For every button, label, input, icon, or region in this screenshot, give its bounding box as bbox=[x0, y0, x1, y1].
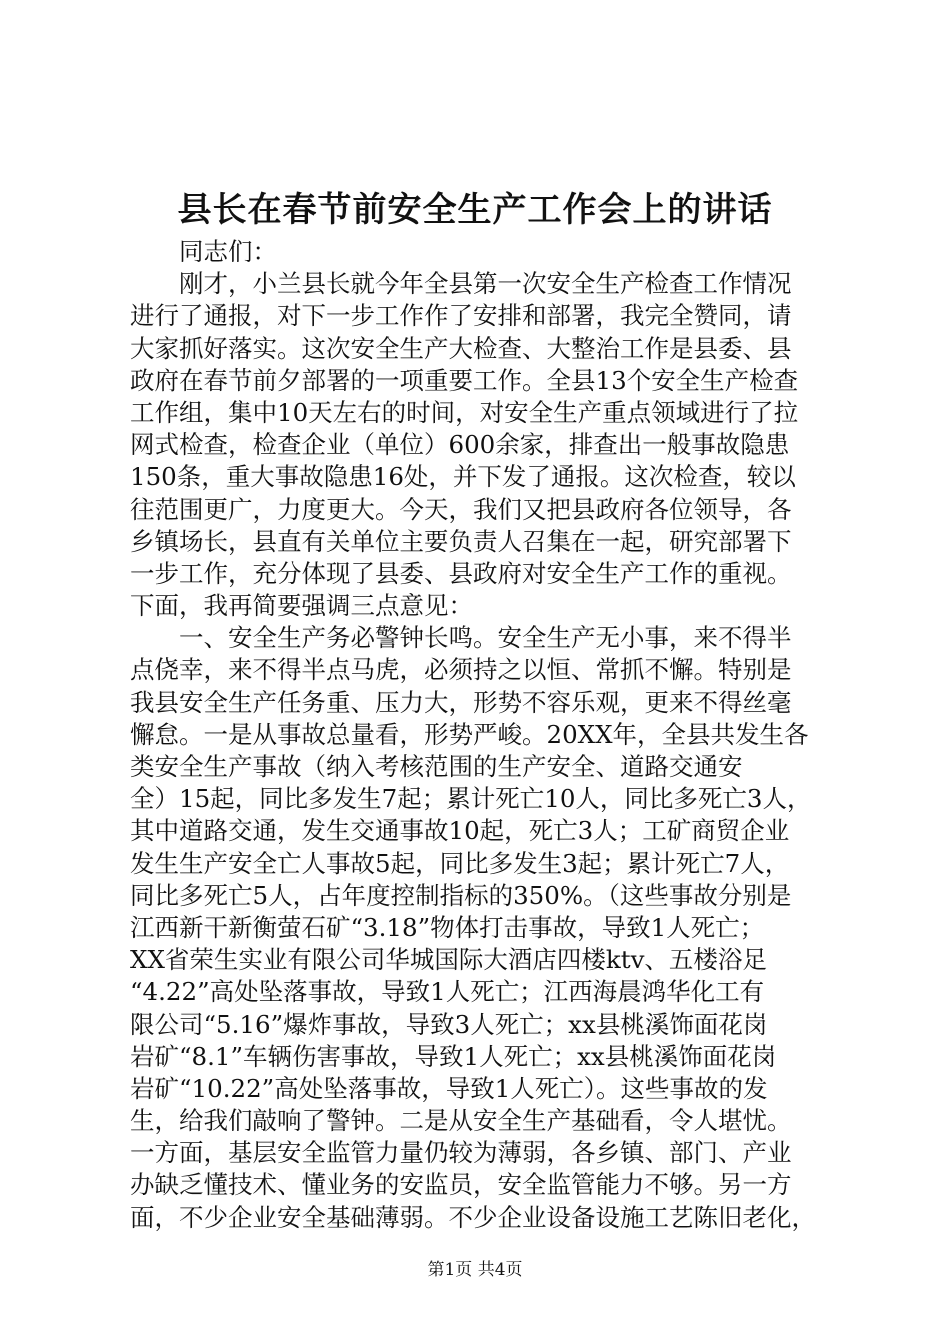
body-line: 类安全生产事故（纳入考核范围的生产安全、道路交通安 bbox=[130, 752, 743, 781]
body-line: 点侥幸，来不得半点马虎，必须持之以恒、常抓不懈。特别是 bbox=[130, 655, 792, 685]
body-line: 我县安全生产任务重、压力大，形势不容乐观，更来不得丝毫 bbox=[130, 687, 792, 717]
body-line: “4.22”高处坠落事故，导致1人死亡；江西海晨鸿华化工有 bbox=[130, 977, 765, 1007]
body-line: 下面，我再简要强调三点意见： bbox=[130, 591, 473, 621]
body-line: 限公司“5.16”爆炸事故，导致3人死亡；xx县桃溪饰面花岗 bbox=[130, 1009, 768, 1039]
body-line: 岩矿“8.1”车辆伤害事故，导致1人死亡；xx县桃溪饰面花岗 bbox=[130, 1041, 777, 1071]
body-line: 一步工作，充分体现了县委、县政府对安全生产工作的重视。 bbox=[130, 558, 792, 588]
document-body bbox=[130, 236, 830, 1234]
body-line: 懈怠。一是从事故总量看，形势严峻。20XX年，全县共发生各 bbox=[130, 719, 809, 749]
body-line: 乡镇场长，县直有关单位主要负责人召集在一起，研究部署下 bbox=[130, 526, 792, 556]
document-title: 县长在春节前安全生产工作会上的讲话 bbox=[177, 190, 773, 230]
body-line: 网式检查，检查企业（单位）600余家，排查出一般事故隐患 bbox=[130, 430, 790, 460]
body-line: 刚才，小兰县长就今年全县第一次安全生产检查工作情况 bbox=[130, 269, 792, 299]
body-line: 大家抓好落实。这次安全生产大检查、大整治工作是县委、县 bbox=[130, 333, 792, 363]
body-line: 发生生产安全亡人事故5起，同比多发生3起；累计死亡7人， bbox=[130, 848, 790, 878]
body-line: 办缺乏懂技术、懂业务的安监员，安全监管能力不够。另一方 bbox=[130, 1170, 792, 1200]
body-line: 一、安全生产务必警钟长鸣。安全生产无小事，来不得半 bbox=[130, 623, 792, 653]
body-line: 生，给我们敲响了警钟。二是从安全生产基础看，令人堪忧。 bbox=[130, 1106, 792, 1136]
body-line: 全）15起，同比多发生7起；累计死亡10人，同比多死亡3人， bbox=[130, 784, 812, 814]
body-line: 进行了通报，对下一步工作作了安排和部署，我完全赞同，请 bbox=[130, 301, 792, 331]
body-line: 同比多死亡5人，占年度控制指标的350%。（这些事故分别是 bbox=[130, 880, 792, 910]
page-number-footer: 第1页 共4页 bbox=[427, 1260, 523, 1280]
body-line: 江西新干新衡萤石矿“3.18”物体打击事故，导致1人死亡； bbox=[130, 912, 765, 942]
body-line: 往范围更广，力度更大。今天，我们又把县政府各位领导，各 bbox=[130, 494, 792, 524]
body-line: 岩矿“10.22”高处坠落事故，导致1人死亡）。这些事故的发 bbox=[130, 1073, 768, 1103]
body-line: 工作组，集中10天左右的时间，对安全生产重点领域进行了拉 bbox=[130, 397, 799, 427]
body-line: 面，不少企业安全基础薄弱。不少企业设备设施工艺陈旧老化， bbox=[130, 1202, 816, 1232]
body-line: 其中道路交通，发生交通事故10起，死亡3人；工矿商贸企业 bbox=[130, 816, 790, 846]
body-line: XX省荣生实业有限公司华城国际大酒店四楼ktv、五楼浴足 bbox=[130, 945, 767, 975]
body-line: 政府在春节前夕部署的一项重要工作。全县13个安全生产检查 bbox=[130, 365, 799, 395]
body-line: 一方面，基层安全监管力量仍较为薄弱，各乡镇、部门、产业 bbox=[130, 1138, 792, 1168]
body-line: 150条，重大事故隐患16处，并下发了通报。这次检查，较以 bbox=[130, 462, 796, 492]
body-line: 同志们： bbox=[130, 237, 277, 266]
